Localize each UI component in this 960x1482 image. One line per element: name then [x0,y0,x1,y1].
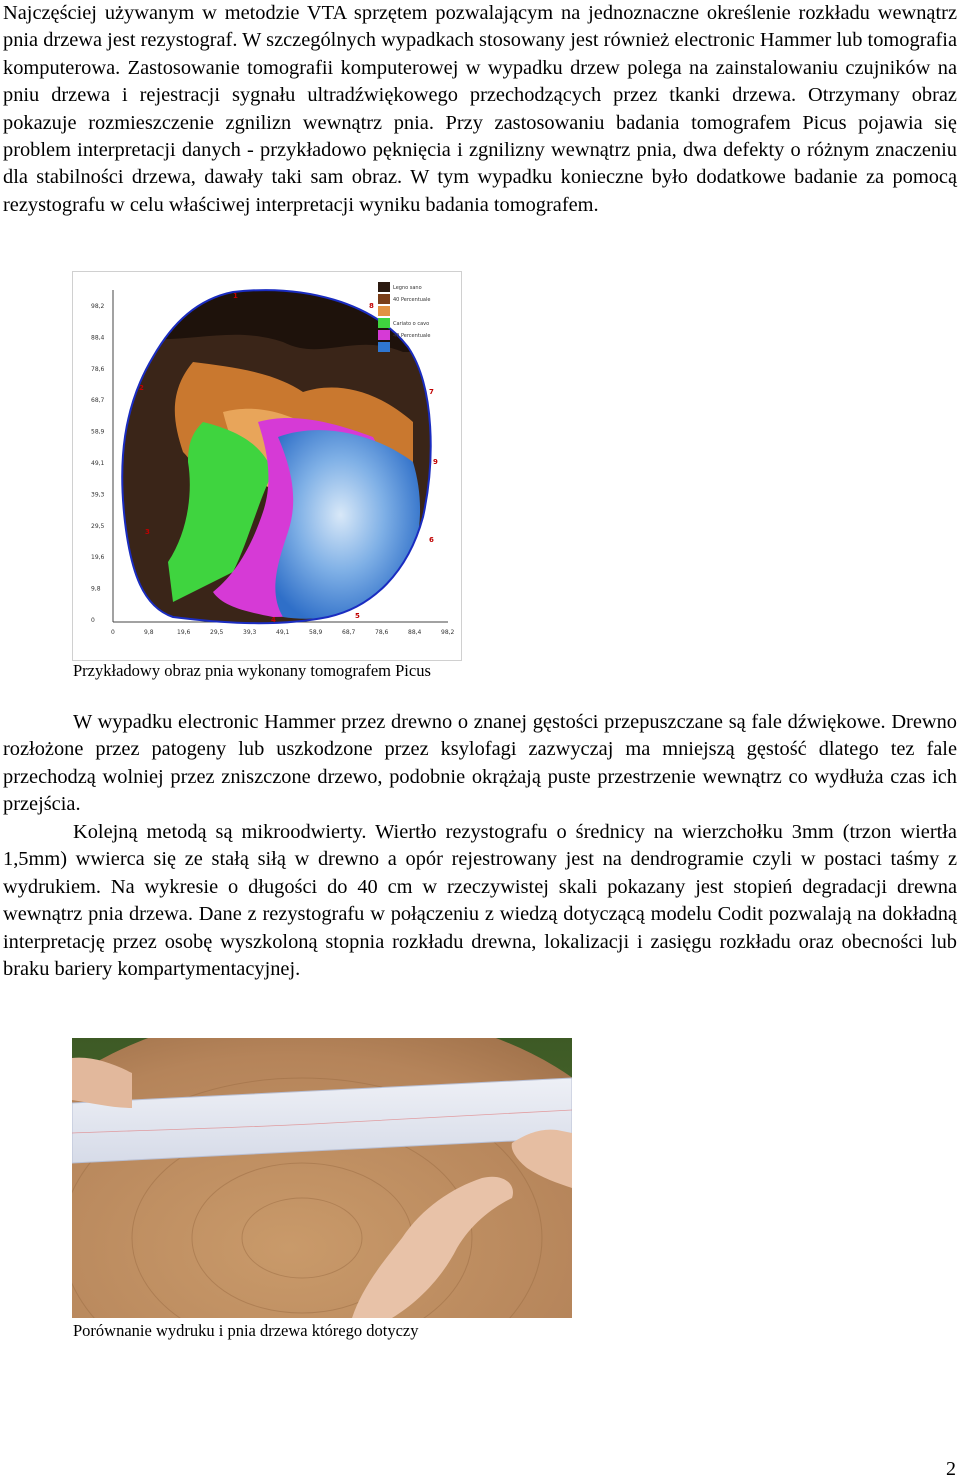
x-tick-label: 58,9 [309,629,323,636]
sensor-label: 3 [145,528,150,536]
figure-2-caption: Porównanie wydruku i pnia drzewa którego dotyczy [73,1321,419,1340]
x-tick-label: 0 [111,629,115,636]
y-tick-label: 78,6 [91,365,105,373]
y-tick-label: 88,4 [91,334,105,342]
sensor-label: 4 [271,616,276,624]
legend-swatch-blue [378,342,390,352]
legend-swatch-magenta [378,330,390,340]
y-tick-label: 39,3 [91,491,105,499]
legend-swatch-green [378,318,390,328]
legend-swatch-dark [378,282,390,292]
x-tick-label: 19,6 [177,629,191,636]
y-tick-label: 9,8 [91,585,101,593]
y-tick-label: 0 [91,617,95,624]
x-tick-label: 78,6 [375,629,389,636]
legend-label: Legno sano [393,285,422,291]
x-tick-label: 29,5 [210,629,224,636]
legend-label: 40 Percentuale [393,297,431,303]
legend-label: Cariato o cavo [393,321,430,327]
y-tick-label: 19,6 [91,554,105,562]
y-tick-label: 68,7 [91,397,105,405]
x-tick-label: 9,8 [144,629,154,636]
photo-illustration [72,1038,572,1318]
resistograph-photo [72,1038,572,1318]
sensor-label: 5 [355,612,360,620]
x-tick-label: 98,2 [441,629,455,636]
y-tick-label: 29,5 [91,522,105,530]
paragraph-2: W wypadku electronic Hammer przez drewno o znanej gęstości przepuszczane są fale dźwiękowe. Drewno rozłożone przez patogeny lub uszkodzone przez ksylofagi zazwyczaj ma mniejszą gęstość dlatego tez fale przechodzą wolniej przez zniszczone drzewo, podobnie okrążają puste przestrzenie wewnątrz co wydłuża czas ich przejścia. [3,711,957,816]
paragraph-1: Najczęściej używanym w metodzie VTA sprzętem pozwalającym na jednoznaczne określenie rozkładu wewnątrz pnia drzewa jest rezystograf. W szczególnych wypadkach stosowany jest również electronic Hammer lub tomografia komputerowa. Zastosowanie tomografii komputerowej w wypadku drzew polega na zainstalowaniu czujników na pniu drzewa i rejestracji sygnału ultradźwiękowego przechodzących przez tkanki drzewa. Otrzymany obraz pokazuje rozmieszczenie zgnilizn wewnątrz pnia. Przy zastosowaniu badania tomografem Picus pojawia się problem interpretacji danych - przykładowo pęknięcia i zgnilizny wewnątrz pnia, dwa defekty o różnym znaczeniu dla stabilności drzewa, dawały taki sam obraz. W tym wypadku konieczne było dodatkowe badanie za pomocą rezystografu w celu właściwej interpretacji wyniku badania tomografem. [3,2,957,216]
tomography-image [72,271,462,661]
sensor-label: 8 [369,302,374,310]
sensor-label: 7 [429,388,434,396]
legend-swatch-brown [378,294,390,304]
sensor-label: 6 [429,536,434,544]
sensor-label: 9 [433,458,438,466]
x-tick-label: 68,7 [342,629,356,636]
legend-label: 40 Percentuale [393,333,431,339]
tomography-chart [73,272,461,660]
sensor-label: 1 [233,292,238,300]
sensor-label: 2 [139,384,144,392]
y-tick-label: 98,2 [91,303,105,310]
page-number: 2 [946,1458,956,1480]
legend-swatch-orange [378,306,390,316]
figure-1-caption: Przykładowy obraz pnia wykonany tomografem Picus [73,661,431,680]
x-tick-label: 39,3 [243,629,257,636]
x-tick-label: 49,1 [276,629,290,636]
paragraph-3: Kolejną metodą są mikroodwierty. Wiertło rezystografu o średnicy na wierzchołku 3mm (trzon wiertła 1,5mm) wwierca się ze stałą siłą w drewno a opór rejestrowany jest na dendrogramie czyli w postaci taśmy z wydrukiem. Na wykresie o długości do 40 cm w rzeczywistej skali pokazany jest stopień degradacji drewna wewnątrz pnia drzewa. Dane z rezystografu w połączeniu z wiedzą dotyczącą modelu Codit pozwalają na dokładną interpretację przez osobę wyszkoloną stopnia rozkładu drewna, lokalizacji i zasięgu rozkładu oraz obecności lub braku bariery kompartymentacyjnej. [3,821,957,981]
y-tick-label: 58,9 [91,428,105,436]
y-tick-label: 49,1 [91,460,105,467]
x-tick-label: 88,4 [408,629,422,636]
